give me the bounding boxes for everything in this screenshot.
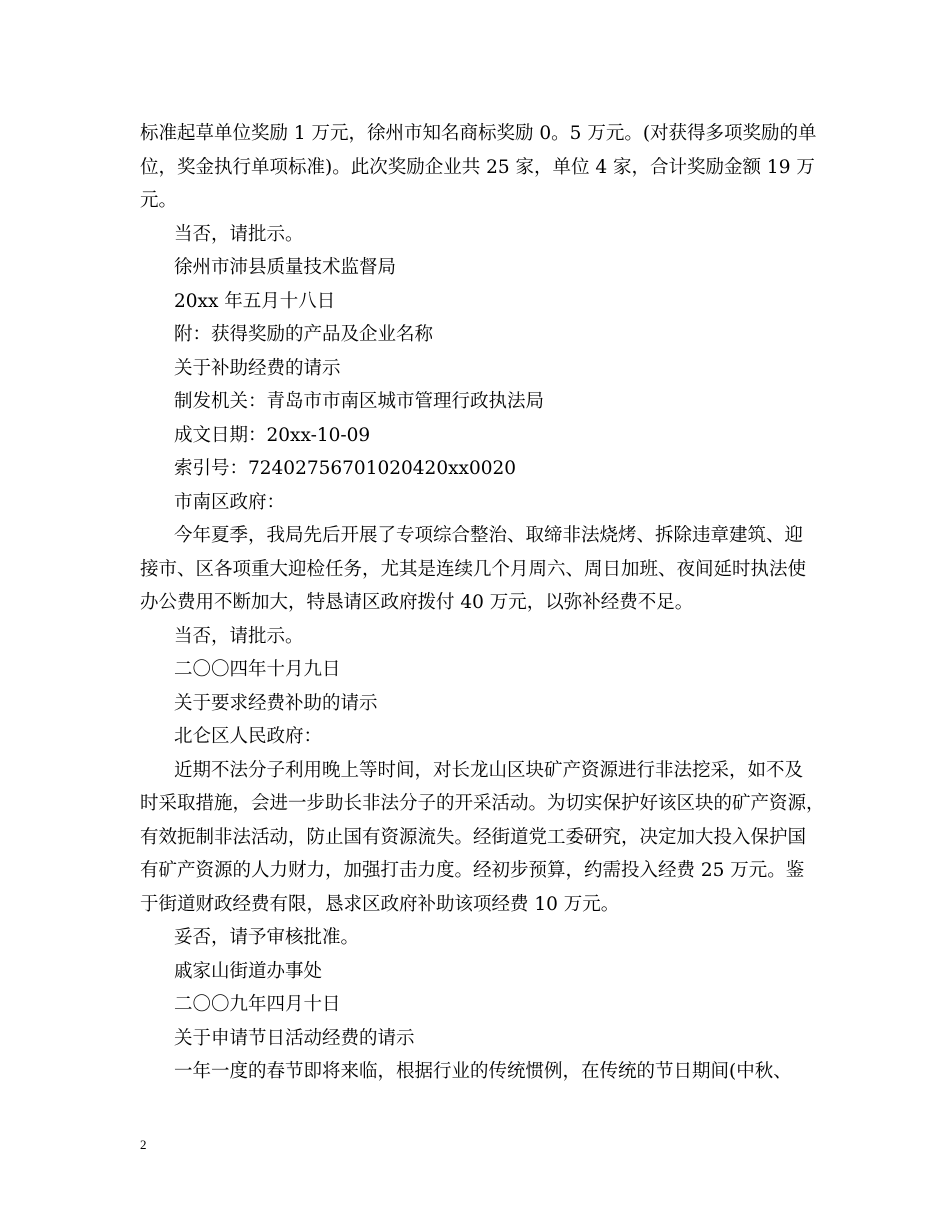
text-line: 制发机关：青岛市市南区城市管理行政执法局 bbox=[174, 391, 545, 412]
text-line: 标准起草单位奖励 1 万元，徐州市知名商标奖励 0。5 万元。(对获得多项奖励的单 bbox=[140, 123, 817, 144]
text-line: 于街道财政经费有限，恳求区政府补助该项经费 10 万元。 bbox=[140, 893, 620, 915]
text-line: 索引号：72402756701020420xx0020 bbox=[174, 458, 517, 479]
text-line: 接市、区各项重大迎检任务，尤其是连续几个月周六、周日加班、夜间延时执法使 bbox=[140, 558, 807, 580]
document-body bbox=[140, 117, 830, 1089]
text-line: 20xx 年五月十八日 bbox=[174, 290, 336, 312]
text-line: 戚家山街道办事处 bbox=[174, 960, 323, 982]
text-line: 近期不法分子利用晚上等时间，对长龙山区块矿产资源进行非法挖采，如不及 bbox=[174, 759, 804, 781]
text-line: 关于要求经费补助的请示 bbox=[174, 692, 378, 714]
text-line: 市南区政府： bbox=[174, 491, 286, 513]
text-line: 办公费用不断加大，特恳请区政府拨付 40 万元，以弥补经费不足。 bbox=[140, 592, 694, 613]
text-line: 成文日期：20xx-10-09 bbox=[174, 424, 371, 446]
page-number: 2 bbox=[140, 1137, 147, 1152]
text-line: 时采取措施，会进一步助长非法分子的开采活动。为切实保护好该区块的矿产资源， bbox=[140, 793, 825, 814]
text-line: 关于补助经费的请示 bbox=[174, 357, 341, 379]
text-line: 妥否，请予审核批准。 bbox=[174, 927, 360, 948]
text-line: 附：获得奖励的产品及企业名称 bbox=[174, 324, 434, 345]
text-line: 位，奖金执行单项标准)。此次奖励企业共 25 家，单位 4 家，合计奖励金额 19 万 bbox=[140, 156, 815, 178]
text-line: 二〇〇九年四月十日 bbox=[174, 994, 341, 1015]
text-line: 关于申请节日活动经费的请示 bbox=[174, 1027, 415, 1049]
text-line: 元。 bbox=[140, 190, 178, 211]
text-line: 今年夏季，我局先后开展了专项综合整治、取缔非法烧烤、拆除违章建筑、迎 bbox=[174, 525, 804, 546]
text-line: 当否，请批示。 bbox=[174, 223, 304, 245]
text-line: 当否，请批示。 bbox=[174, 625, 304, 647]
text-line: 有矿产资源的人力财力，加强打击力度。经初步预算，约需投入经费 25 万元。鉴 bbox=[140, 860, 805, 881]
text-line: 二〇〇四年十月九日 bbox=[174, 659, 341, 680]
text-line: 有效扼制非法活动，防止国有资源流失。经街道党工委研究，决定加大投入保护国 bbox=[140, 826, 807, 848]
text-line: 徐州市沛县质量技术监督局 bbox=[174, 257, 397, 278]
text-line: 一年一度的春节即将来临，根据行业的传统惯例，在传统的节日期间(中秋、 bbox=[174, 1061, 792, 1082]
text-line: 北仑区人民政府： bbox=[174, 726, 323, 747]
